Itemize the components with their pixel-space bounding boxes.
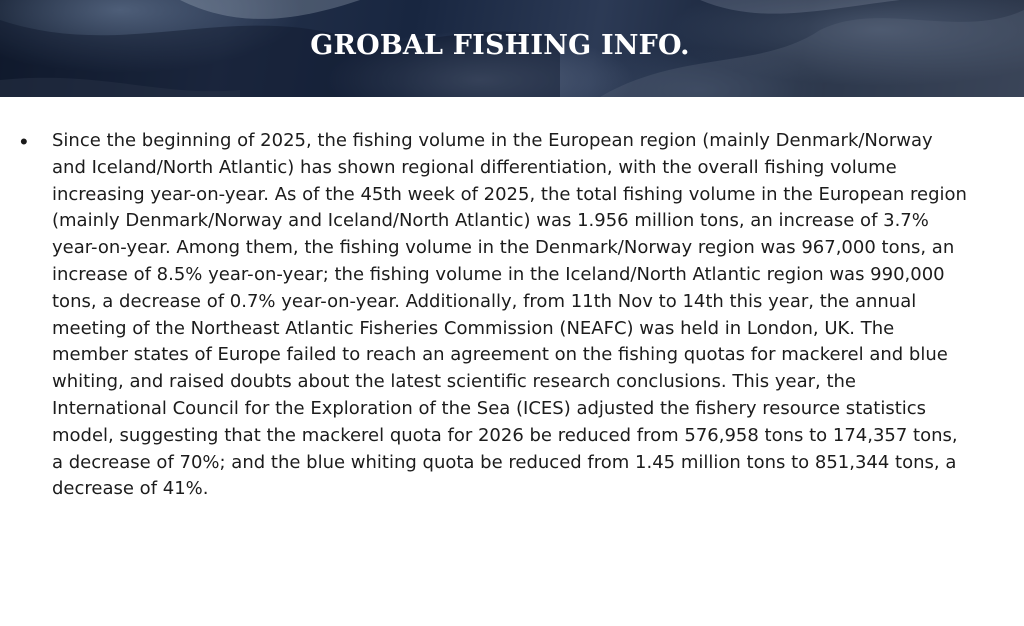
main-content bbox=[20, 128, 1020, 503]
page-title: GROBAL FISHING INFO. bbox=[310, 30, 690, 61]
body-paragraph: Since the beginning of 2025, the fishing volume in the European region (mainly Denmark/Norway and Iceland/North Atlantic) has shown regional differentiation, with the overall fishing volume increasing year-on-year. As of the 45th week of 2025, the total fishing volume in the European region (mainly Denmark/Norway and Iceland/North Atlantic) was 1.956 million tons, an increase of 3.7% year-on-year. Among them, the fishing volume in the Denmark/Norway region was 967,000 tons, an increase of 8.5% year-on-year; the fishing volume in the Iceland/North Atlantic region was 990,000 tons, a decrease of 0.7% year-on-year. Additionally, from 11th Nov to 14th this year, the annual meeting of the Northeast Atlantic Fisheries Commission (NEAFC) was held in London, UK. The member states of Europe failed to reach an agreement on the fishing quotas for mackerel and blue whiting, and raised doubts about the latest scientific research conclusions. This year, the International Council for the Exploration of the Sea (ICES) adjusted the fishery resource statistics model, suggesting that the mackerel quota for 2026 be reduced from 576,958 tons to 174,357 tons, a decrease of 70%; and the blue whiting quota be reduced from 1.45 million tons to 851,344 tons, a decrease of 41%. bbox=[52, 130, 967, 500]
bullet-point: • bbox=[20, 129, 28, 154]
list-item bbox=[20, 128, 1020, 503]
header-banner bbox=[0, 0, 1024, 97]
